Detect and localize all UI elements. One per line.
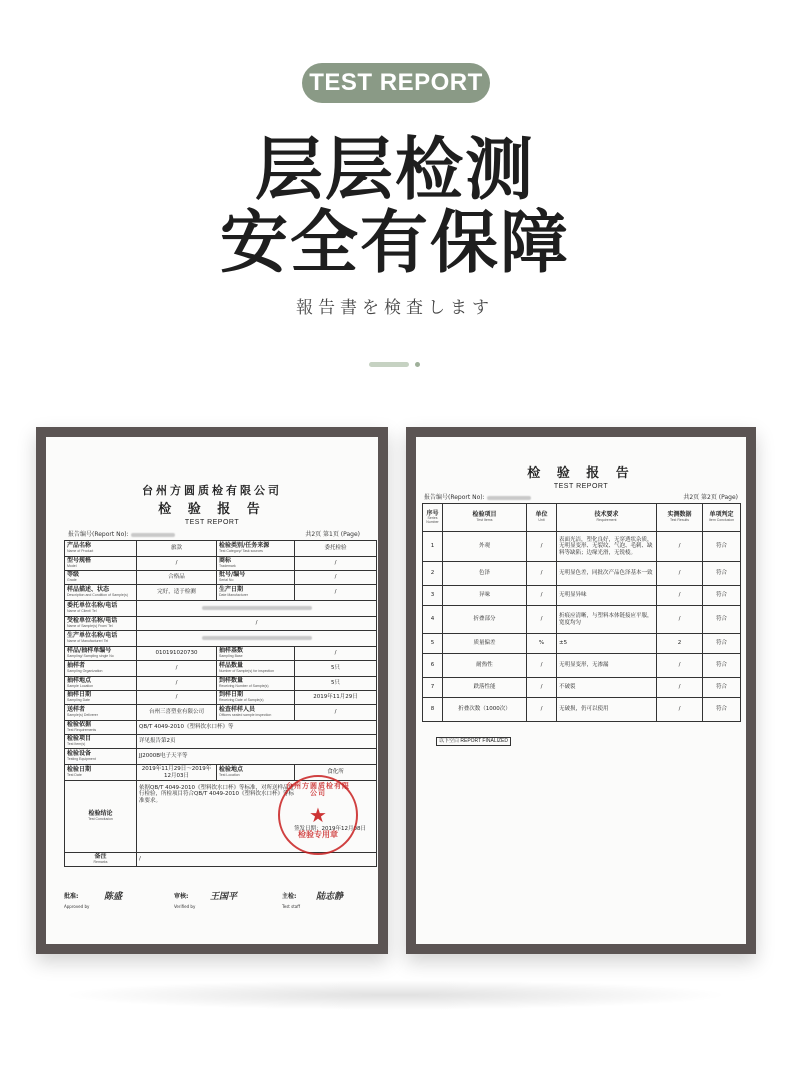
field-value: 合格品 xyxy=(137,571,217,585)
approved-en: Approved by xyxy=(64,904,90,909)
cell-req: 无破损，仍可以使用 xyxy=(557,698,657,722)
cell-unit: / xyxy=(527,698,557,722)
field-value: / xyxy=(137,557,217,571)
cell-item: 耐热性 xyxy=(443,654,527,678)
field-label: 检验结论 Test Conclusion xyxy=(65,781,137,853)
cell-unit: / xyxy=(527,606,557,634)
field-value: 完好，适于检测 xyxy=(137,585,217,601)
cell-no: 1 xyxy=(423,532,443,562)
cell-unit: / xyxy=(527,586,557,606)
cell-result: / xyxy=(657,532,703,562)
cell-no: 4 xyxy=(423,606,443,634)
column-header: 单项判定 Item Conclusion xyxy=(703,504,741,532)
cell-item: 外观 xyxy=(443,532,527,562)
field-value: 旅款 xyxy=(137,541,217,557)
table-row xyxy=(65,691,377,705)
field-label: 批号/编号 Serial No xyxy=(217,571,295,585)
verified-signature: 王国平 xyxy=(210,892,238,902)
cell-result: / xyxy=(657,698,703,722)
cell-req: ±5 xyxy=(557,634,657,654)
table-row xyxy=(65,677,377,691)
table-header-row xyxy=(423,504,741,532)
table-row xyxy=(65,571,377,585)
left-report-frame xyxy=(36,427,388,954)
field-value: / xyxy=(295,705,377,721)
cell-req: 无明显色差，同批次产品色泽基本一致 xyxy=(557,562,657,586)
cell-verdict: 符合 xyxy=(703,562,741,586)
table-row xyxy=(65,601,377,617)
field-value: 010191020730 xyxy=(137,647,217,661)
approved-label: 批准: xyxy=(64,893,79,900)
table-row xyxy=(65,647,377,661)
right-report-page xyxy=(416,437,746,944)
table-row xyxy=(423,606,741,634)
cell-req: 表面光洁，塑化良好，无穿透状杂质，无明显变形、无裂纹、气泡、毛刺、缺料等缺陷；边缘光滑，无锐棱。 xyxy=(557,532,657,562)
field-value: / xyxy=(137,677,217,691)
column-header: 单位 Unit xyxy=(527,504,557,532)
field-label: 送样者 Sample(s) Deliverer xyxy=(65,705,137,721)
field-label: 抽样者 Sampling Organization xyxy=(65,661,137,677)
field-label: 检查样样人员 Officers sealed sample inspection xyxy=(217,705,295,721)
floor-shadow xyxy=(60,980,730,1010)
cell-item: 折叠部分 xyxy=(443,606,527,634)
cell-verdict: 符合 xyxy=(703,606,741,634)
table-row xyxy=(65,557,377,571)
cell-result: / xyxy=(657,678,703,698)
cell-no: 8 xyxy=(423,698,443,722)
field-value: 2019年11月29日 xyxy=(295,691,377,705)
field-label: 检验日期 Test Date xyxy=(65,765,137,781)
field-label: 备注 Remarks xyxy=(65,853,137,867)
report-title: 检 验 报 告 xyxy=(158,502,266,517)
table-row xyxy=(65,721,377,735)
field-value: / xyxy=(295,571,377,585)
report-title-en: TEST REPORT xyxy=(553,483,609,490)
remarks-row xyxy=(65,853,377,867)
report-finalized-note: 以下空白 REPORT FINALIZED xyxy=(436,737,511,746)
report-number: 报告编号(Report No): xyxy=(424,495,531,501)
field-label: 受检单位名称/电话 Name of Sample(s) From/ Tel xyxy=(65,617,137,631)
cell-unit: % xyxy=(527,634,557,654)
tester-en: Test staff xyxy=(282,904,301,909)
field-value-redacted xyxy=(137,631,377,647)
table-row xyxy=(65,705,377,721)
cell-verdict: 符合 xyxy=(703,586,741,606)
field-value: / xyxy=(295,647,377,661)
table-row xyxy=(65,661,377,677)
cell-item: 异味 xyxy=(443,586,527,606)
official-seal: 台州方圆质检有限公司 ★ 检验专用章 xyxy=(278,775,358,855)
table-row xyxy=(423,698,741,722)
report-title: 检 验 报 告 xyxy=(527,466,635,481)
headline-line-2: 安全有保障 xyxy=(219,204,570,283)
field-label: 抽样基数 Sampling Base xyxy=(217,647,295,661)
conclusion-text: 依据QB/T 4049-2010《塑料饮水口杯》等标准，对所送样品进行检验，所检项目符合QB/T 4049-2010《塑料饮水口杯》等标准要求。 签发日期：2019年12月08日 xyxy=(137,781,377,853)
field-value: JJ2000B电子天平等 xyxy=(137,749,377,765)
verified-label: 审核: xyxy=(174,893,189,900)
approved-signature: 陈盛 xyxy=(104,892,123,902)
field-label: 商标 Trademark xyxy=(217,557,295,571)
field-label: 委托单位名称/电话 Name of Client/ Tel xyxy=(65,601,137,617)
field-value: / xyxy=(137,661,217,677)
cell-verdict: 符合 xyxy=(703,654,741,678)
table-row xyxy=(65,735,377,749)
headline-line-1: 层层检测 xyxy=(254,131,535,210)
subtitle: 報告書を検査します xyxy=(296,298,494,318)
column-header: 检验项目 Test Items xyxy=(443,504,527,532)
field-label: 抽样地点 Sample Location xyxy=(65,677,137,691)
page-info: 共2页 第1页 (Page) xyxy=(305,531,360,538)
table-row xyxy=(65,541,377,557)
field-value: / xyxy=(137,617,377,631)
field-label: 到样日期 Receiving Date of Sample(s) xyxy=(217,691,295,705)
right-report-frame xyxy=(406,427,756,954)
tester-signature: 陆志静 xyxy=(316,892,344,902)
field-label: 检验依据 Test Requirements xyxy=(65,721,137,735)
cell-unit: / xyxy=(527,654,557,678)
table-row xyxy=(423,532,741,562)
cell-verdict: 符合 xyxy=(703,634,741,654)
field-label: 检验类别/任务来源 Test Category/ Task sources xyxy=(217,541,295,557)
cell-item: 跌落性能 xyxy=(443,678,527,698)
field-label: 到样数量 Receiving Number of Sample(s) xyxy=(217,677,295,691)
report-title-en: TEST REPORT xyxy=(184,519,240,526)
field-value: / xyxy=(295,585,377,601)
table-row xyxy=(65,631,377,647)
cell-unit: / xyxy=(527,562,557,586)
page-info: 共2页 第2页 (Page) xyxy=(683,494,738,501)
cell-result: / xyxy=(657,562,703,586)
field-value: 食化所 xyxy=(295,765,377,781)
field-label: 型号规格 Model xyxy=(65,557,137,571)
cell-verdict: 符合 xyxy=(703,678,741,698)
column-header: 序号 Series Number xyxy=(423,504,443,532)
cell-no: 3 xyxy=(423,586,443,606)
cell-no: 7 xyxy=(423,678,443,698)
column-header: 技术要求 Requirement xyxy=(557,504,657,532)
field-label: 检验地点 Test Location xyxy=(217,765,295,781)
cell-result: / xyxy=(657,606,703,634)
field-value-redacted xyxy=(137,601,377,617)
cell-result: 2 xyxy=(657,634,703,654)
seal-star-icon: ★ xyxy=(309,803,327,827)
field-label: 产品名称 Name of Product xyxy=(65,541,137,557)
cell-req: 折痕应清晰，与塑料本体链接应平服，宽度均匀 xyxy=(557,606,657,634)
field-value: / xyxy=(137,691,217,705)
field-value: 台州三喜塑业有限公司 xyxy=(137,705,217,721)
redacted-number xyxy=(487,496,531,500)
field-label: 检验项目 Test Item(s) xyxy=(65,735,137,749)
table-row xyxy=(423,654,741,678)
field-label: 生产日期 Date Manufacturer xyxy=(217,585,295,601)
field-label: 生产单位名称/电话 Name of Manufacturer/ Tel xyxy=(65,631,137,647)
field-label: 检验设备 Testing Equipment xyxy=(65,749,137,765)
test-report-badge: TEST REPORT xyxy=(302,63,490,103)
cell-no: 2 xyxy=(423,562,443,586)
cell-result: / xyxy=(657,586,703,606)
field-value: / xyxy=(137,853,377,867)
cell-req: 无明显异味 xyxy=(557,586,657,606)
cell-no: 6 xyxy=(423,654,443,678)
signature-row xyxy=(64,889,374,905)
cell-result: / xyxy=(657,654,703,678)
cell-item: 质量偏差 xyxy=(443,634,527,654)
verified-en: Verified by xyxy=(174,904,196,909)
table-row xyxy=(423,562,741,586)
cell-unit: / xyxy=(527,678,557,698)
field-value: 委托检验 xyxy=(295,541,377,557)
field-label: 样品描述、状态 Description and Condition of Sample(s) xyxy=(65,585,137,601)
redacted-number xyxy=(131,533,175,537)
cell-verdict: 符合 xyxy=(703,698,741,722)
table-row xyxy=(423,634,741,654)
report-number: 报告编号(Report No): xyxy=(68,532,175,538)
left-report-page xyxy=(46,437,378,944)
field-value: / xyxy=(295,557,377,571)
cell-item: 色泽 xyxy=(443,562,527,586)
table-row xyxy=(423,586,741,606)
table-row xyxy=(65,585,377,601)
table-row xyxy=(65,617,377,631)
field-value: 详见报告第2页 xyxy=(137,735,377,749)
cell-verdict: 符合 xyxy=(703,532,741,562)
cell-no: 5 xyxy=(423,634,443,654)
field-label: 抽样日期 Sampling Date xyxy=(65,691,137,705)
table-row xyxy=(65,749,377,765)
divider-bar xyxy=(369,362,409,367)
field-value: 2019年11月29日～2019年12月03日 xyxy=(137,765,217,781)
field-value: QB/T 4049-2010《塑料饮水口杯》等 xyxy=(137,721,377,735)
cell-item: 折叠次数（1000次） xyxy=(443,698,527,722)
column-header: 实测数据 Test Results xyxy=(657,504,703,532)
tester-label: 主检: xyxy=(282,893,297,900)
issue-date: 签发日期：2019年12月08日 xyxy=(294,825,366,832)
cell-req: 不破裂 xyxy=(557,678,657,698)
field-label: 样品数量 Number of Sample(s) for inspection xyxy=(217,661,295,677)
field-label: 样品/抽样单编号 Sampling/ Sampling single No xyxy=(65,647,137,661)
test-results-table xyxy=(422,503,741,722)
field-label: 等级 Grade xyxy=(65,571,137,585)
issuer-company: 台州方圆质检有限公司 xyxy=(142,484,282,497)
cell-unit: / xyxy=(527,532,557,562)
field-value: 5只 xyxy=(295,677,377,691)
divider-dot xyxy=(415,362,420,367)
table-row xyxy=(423,678,741,698)
cell-req: 无明显变形，无渗漏 xyxy=(557,654,657,678)
field-value: 5只 xyxy=(295,661,377,677)
